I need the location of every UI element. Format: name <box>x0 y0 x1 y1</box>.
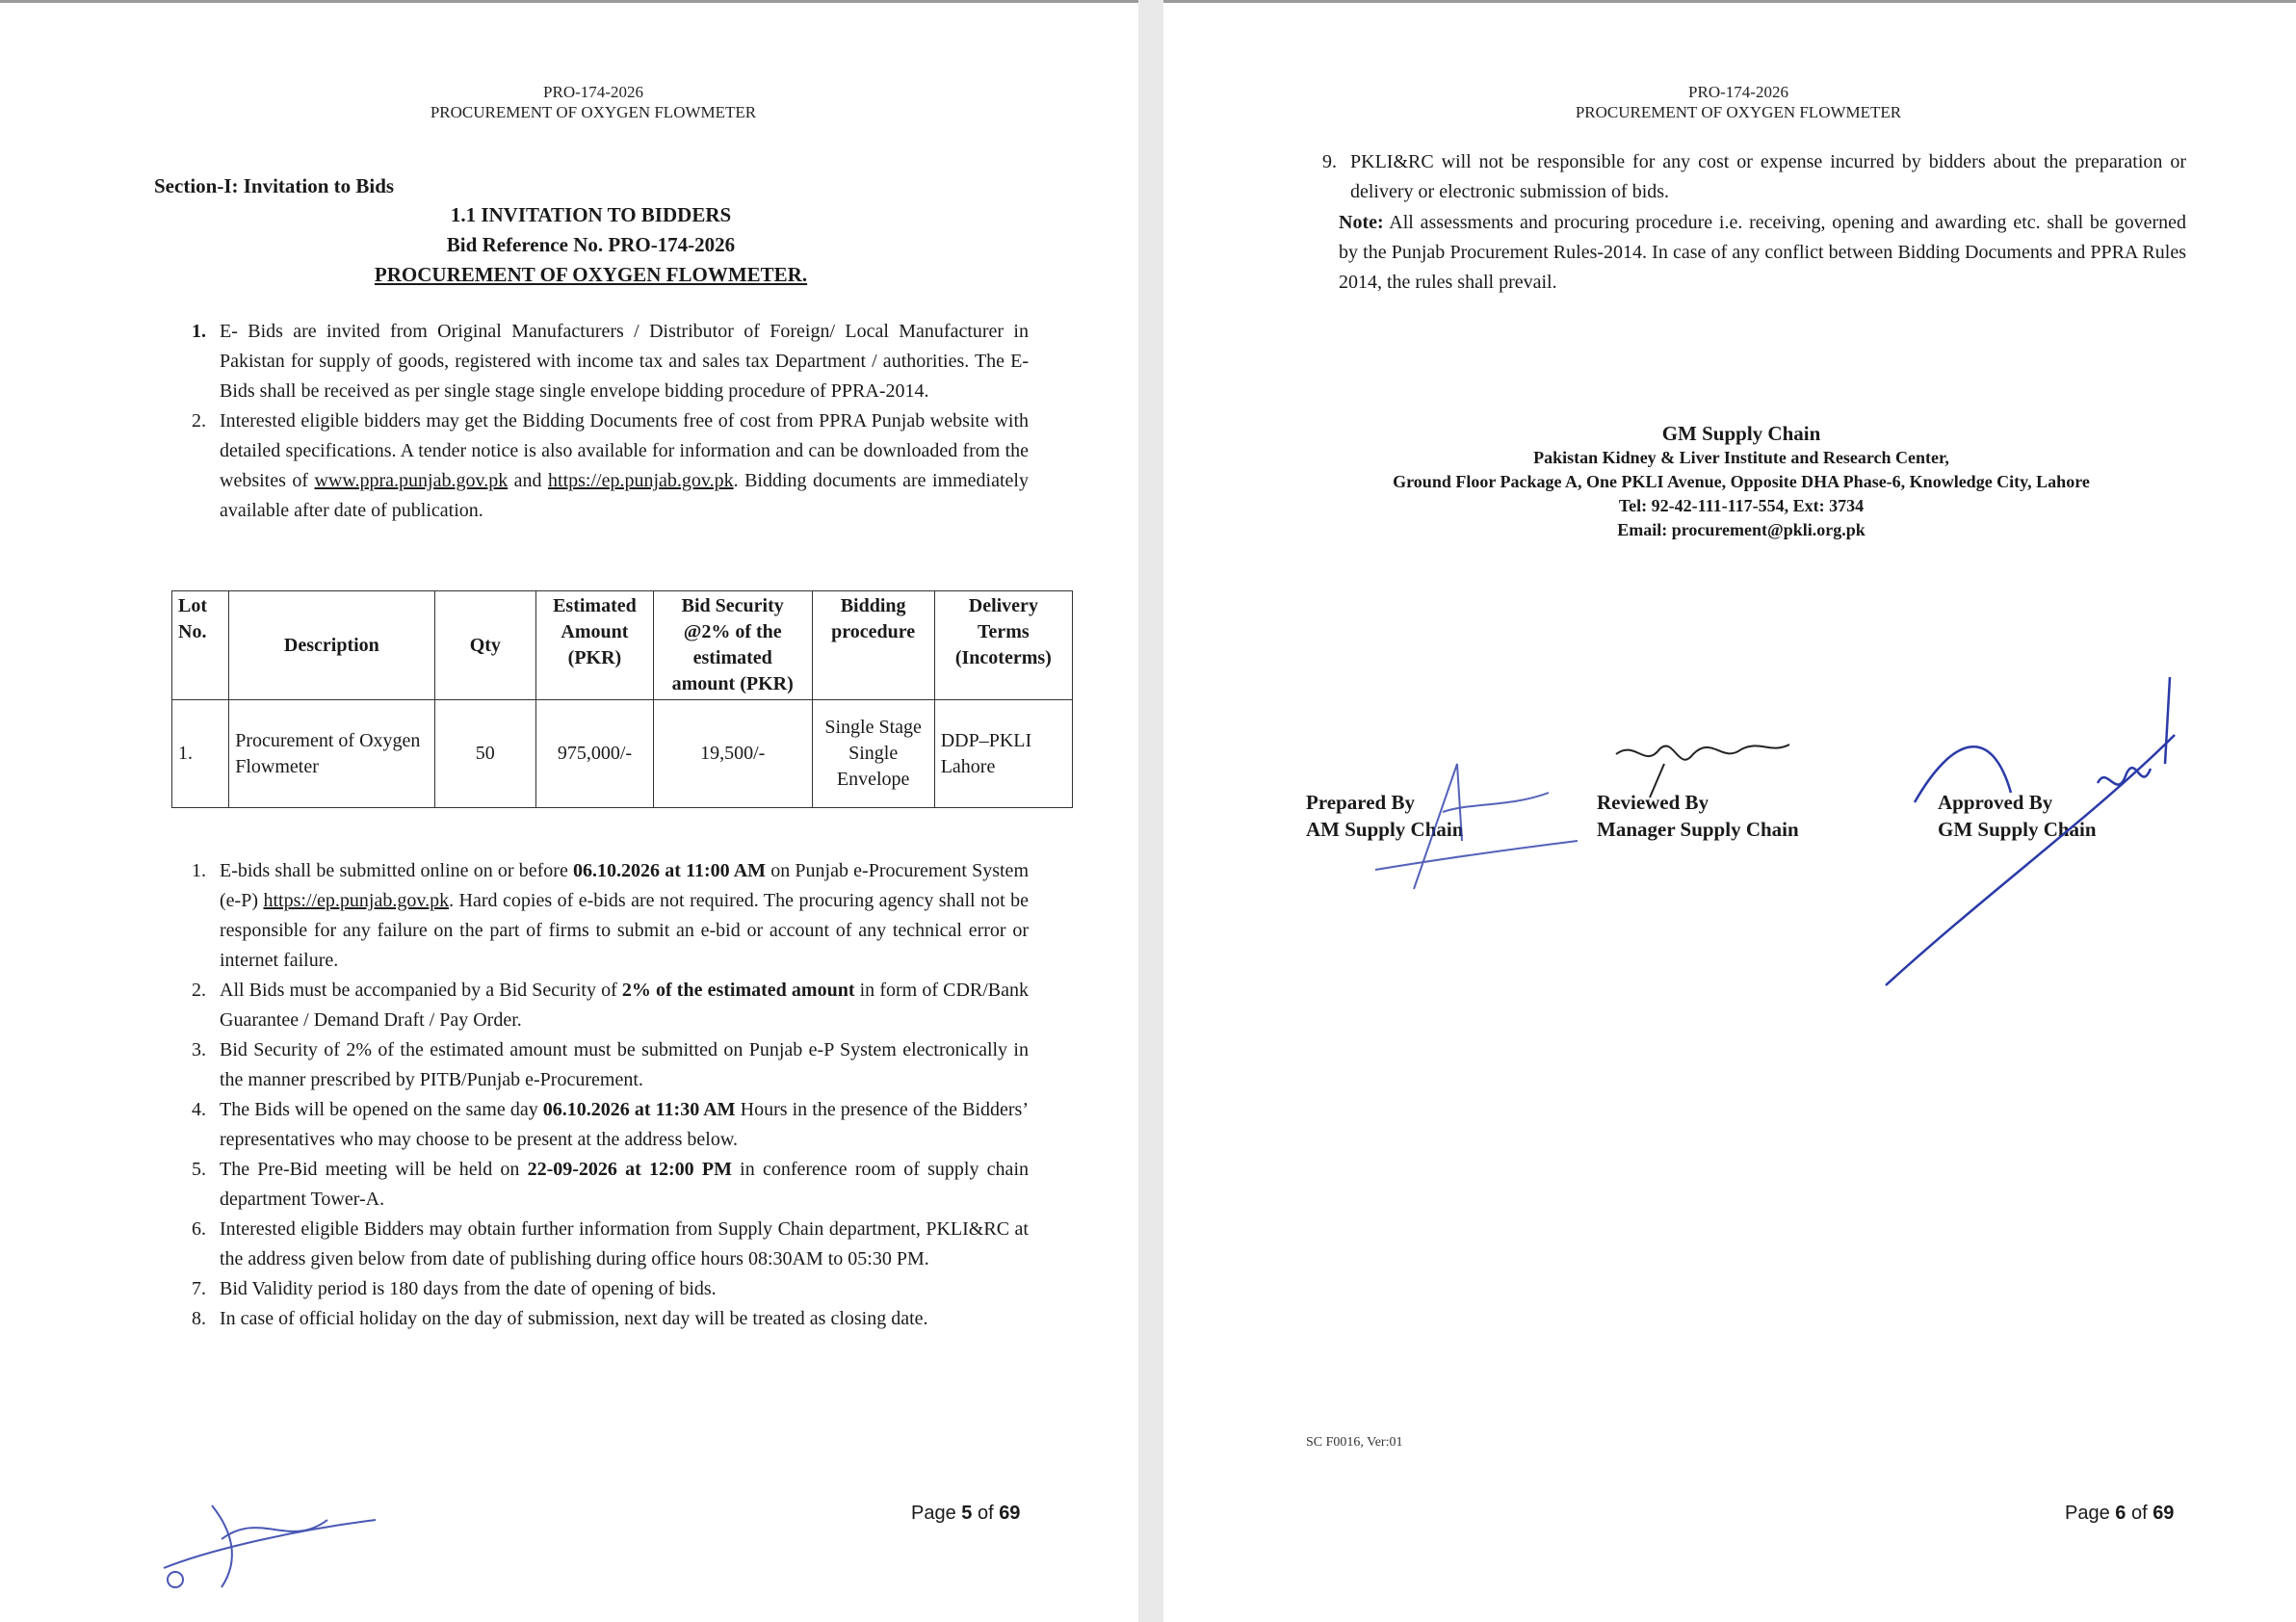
page-number-right: Page 6 of 69 <box>2065 1503 2175 1524</box>
cell-description: Procurement of Oxygen Flowmeter <box>229 700 434 808</box>
signature-ink-approved <box>1876 677 2184 995</box>
ep-link[interactable]: https://ep.punjab.gov.pk <box>263 890 450 911</box>
invitation-title: 1.1 INVITATION TO BIDDERS <box>450 203 732 226</box>
signature-ink-prepared <box>1356 754 1587 889</box>
header-ref: PRO-174-2026 <box>543 83 643 101</box>
col-bid-security: Bid Security @2% of the estimated amount (PKR) <box>653 591 812 700</box>
list-item: 7. Bid Validity period is 180 days from the date of opening of bids. <box>192 1278 717 1299</box>
col-qty: Qty <box>434 591 536 700</box>
stamp-left <box>154 1491 385 1597</box>
item-text: E- Bids are invited from Original Manufacturers / Distributor of Foreign/ Local Manufacturer in Pakistan for supply of goods, registered with income tax and sales tax Department / authorities. The E- Bids shall be received as per single stage single envelope bidding procedure of PPRA-2014. <box>220 321 1029 402</box>
header-title: PROCUREMENT OF OXYGEN FLOWMETER <box>1575 103 1902 121</box>
contact-title: GM Supply Chain <box>1661 422 1821 445</box>
header-title: PROCUREMENT OF OXYGEN FLOWMETER <box>430 103 757 121</box>
page-header <box>0 82 1187 122</box>
col-procedure: Bidding procedure <box>812 591 934 700</box>
ppra-link[interactable]: www.ppra.punjab.gov.pk <box>314 470 509 491</box>
item-number: 2. <box>192 410 206 432</box>
contact-email: Email: procurement@pkli.org.pk <box>1617 520 1866 539</box>
procurement-title: PROCUREMENT OF OXYGEN FLOWMETER. <box>374 263 808 286</box>
signature-approved: Approved By GM Supply Chain <box>1938 791 2097 841</box>
list-item <box>173 317 1029 406</box>
form-code: SC F0016, Ver:01 <box>1306 1435 1403 1450</box>
lot-table <box>171 590 1073 808</box>
col-delivery: Delivery Terms (Incoterms) <box>934 591 1072 700</box>
conditions-list <box>173 856 1029 1334</box>
page-left <box>0 0 1138 1622</box>
bid-reference: Bid Reference No. PRO-174-2026 <box>446 233 736 256</box>
page-right <box>1163 0 2296 1622</box>
cell-estimated: 975,000/- <box>536 700 654 808</box>
item-text: Interested eligible bidders may get the Bidding Documents free of cost from PPRA Punjab website with detailed specifications. A tender notice is also available for information and can be downloaded from the websites of www.ppra.punjab.gov.pk and https://ep.punjab.gov.pk. Bidding documents are immediately available after date of publication. <box>220 410 1029 521</box>
table-header-row <box>172 591 1073 700</box>
list-item <box>173 406 1029 526</box>
section-title: Section-I: Invitation to Bids <box>154 174 395 197</box>
note-paragraph: Note: All assessments and procuring procedure i.e. receiving, opening and awarding etc. shall be governed by the Punjab Procurement Rules-2014. In case of any conflict between Bidding Documents and PPRA Rules 2014, the rules shall prevail. <box>1339 212 2186 293</box>
list-item: 2. All Bids must be accompanied by a Bid Security of 2% of the estimated amount in form of CDR/Bank Guarantee / Demand Draft / Pay Order. <box>192 980 1030 1031</box>
title-block <box>154 200 1028 290</box>
contact-address: Ground Floor Package A, One PKLI Avenue, Opposite DHA Phase-6, Knowledge City, Lahore <box>1393 472 2090 491</box>
list-item: 3. Bid Security of 2% of the estimated amount must be submitted on Punjab e-P System electronically in the manner prescribed by PITB/Punjab e-Procurement. <box>192 1039 1029 1090</box>
list-item: 6. Interested eligible Bidders may obtain further information from Supply Chain department, PKLI&RC at the address given below from date of publishing during office hours 08:30AM to 05:30 PM. <box>192 1218 1029 1269</box>
list-item: 9. PKLI&RC will not be responsible for any cost or expense incurred by bidders about the preparation or delivery or electronic submission of bids. <box>1322 151 2186 202</box>
note-label: Note: <box>1339 212 1384 233</box>
list-item: 1. E-bids shall be submitted online on or before 06.10.2026 at 11:00 AM on Punjab e-Procurement System (e-P) https://ep.punjab.gov.pk. Hard copies of e-bids are not required. The procuring agency shall not be responsible for any failure on the part of firms to submit an e-bid or account of any technical error or internet failure. <box>192 860 1029 971</box>
signature-prepared: Prepared By AM Supply Chain <box>1306 791 1464 841</box>
cell-security: 19,500/- <box>653 700 812 808</box>
list-item: 4. The Bids will be opened on the same day 06.10.2026 at 11:30 AM Hours in the presence of the Bidders’ representatives who may choose to be present at the address below. <box>192 1099 1030 1150</box>
cell-procedure: Single Stage Single Envelope <box>812 700 934 808</box>
contact-tel: Tel: 92-42-111-117-554, Ext: 3734 <box>1618 496 1865 515</box>
table-row <box>172 700 1073 808</box>
col-estimated: Estimated Amount (PKR) <box>536 591 654 700</box>
header-ref: PRO-174-2026 <box>1688 83 1788 101</box>
col-description: Description <box>229 591 434 700</box>
signature-ink-reviewed <box>1606 735 1799 802</box>
page-gutter <box>1138 0 1163 1622</box>
list-item: 8. In case of official holiday on the day of submission, next day will be treated as closing date. <box>192 1308 928 1329</box>
intro-list <box>173 317 1029 526</box>
ep-link[interactable]: https://ep.punjab.gov.pk <box>548 470 734 491</box>
continued-list <box>1304 147 2186 207</box>
page-header <box>1163 82 2296 122</box>
cell-lot: 1. <box>172 700 229 808</box>
signature-reviewed: Reviewed By Manager Supply Chain <box>1597 791 1799 841</box>
list-item: 5. The Pre-Bid meeting will be held on 22-09-2026 at 12:00 PM in conference room of supply chain department Tower-A. <box>192 1159 1029 1210</box>
cell-delivery: DDP–PKLI Lahore <box>934 700 1072 808</box>
contact-org: Pakistan Kidney & Liver Institute and Research Center, <box>1533 448 1949 467</box>
page-number-left: Page 5 of 69 <box>911 1503 1021 1524</box>
item-number: 1. <box>192 321 206 342</box>
col-lot: Lot No. <box>172 591 229 700</box>
cell-qty: 50 <box>434 700 536 808</box>
contact-block <box>1260 422 2223 542</box>
